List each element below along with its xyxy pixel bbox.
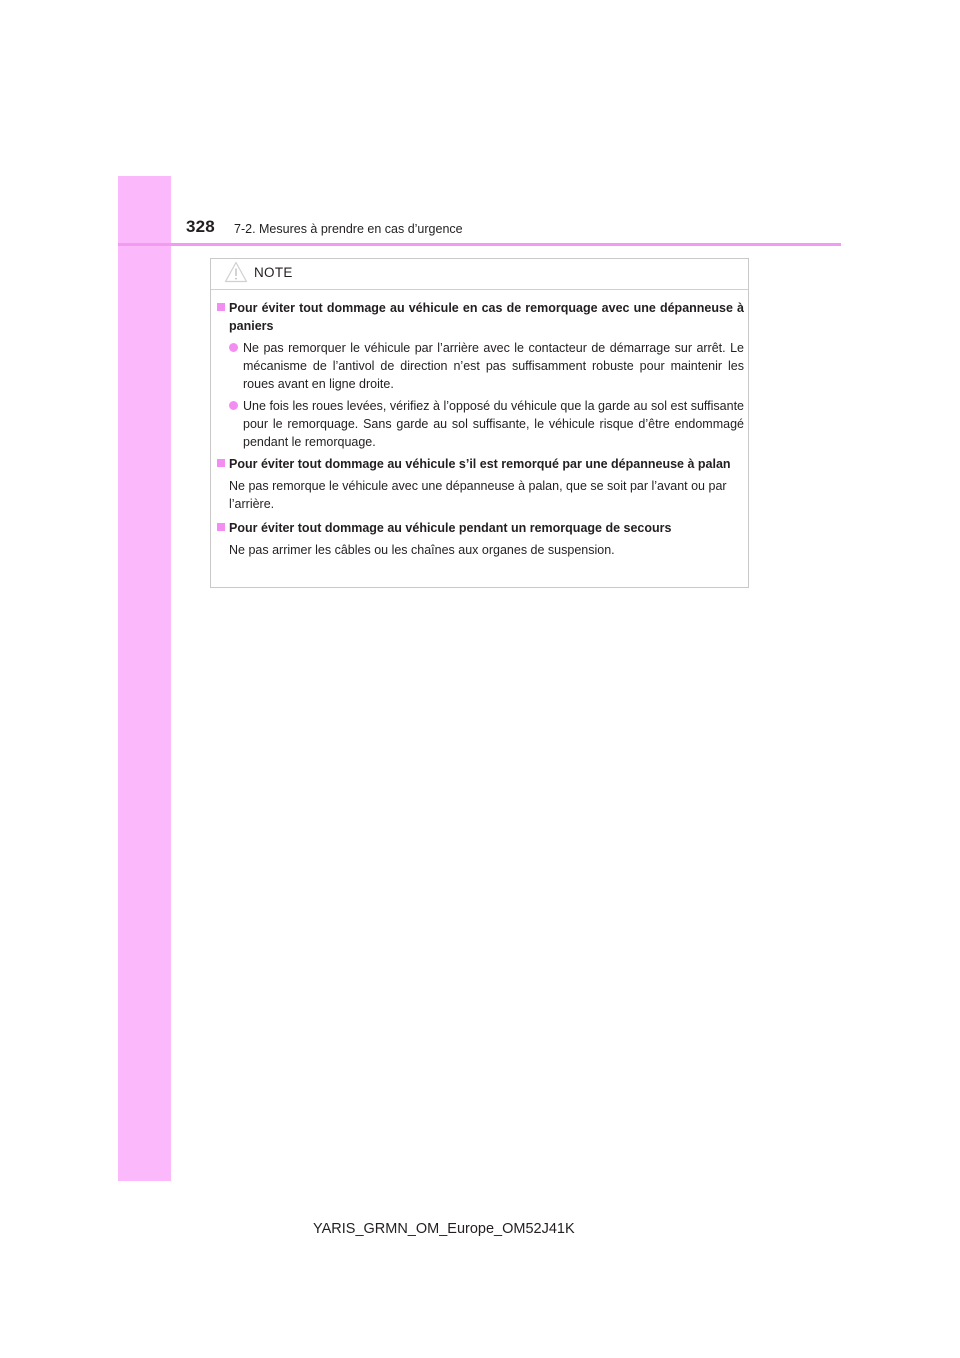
header-rule — [118, 243, 841, 246]
warning-triangle-icon — [224, 261, 248, 283]
circle-bullet-icon — [229, 401, 238, 410]
note-box — [210, 258, 749, 588]
section-title: 7-2. Mesures à prendre en cas d’urgence — [234, 222, 463, 236]
note-paragraph: Ne pas arrimer les câbles ou les chaînes aux organes de suspension. — [229, 543, 615, 557]
note-bullet: Une fois les roues levées, vérifiez à l’opposé du véhicule que la garde au sol est suffisante pour le remorquage. Sans garde au sol suffisante, le véhicule risque d’être endommagé pendant le remorquage. — [217, 397, 744, 451]
note-label: NOTE — [254, 265, 293, 280]
note-body — [217, 299, 744, 563]
square-bullet-icon — [217, 303, 225, 311]
note-heading: Pour éviter tout dommage au véhicule en cas de remorquage avec une dépanneuse à paniers — [217, 299, 744, 335]
page-number: 328 — [186, 217, 215, 236]
circle-bullet-icon — [229, 343, 238, 352]
note-header — [211, 259, 748, 290]
square-bullet-icon — [217, 523, 225, 531]
note-bullet: Ne pas remorquer le véhicule par l’arrière avec le contacteur de démarrage sur arrêt. Le mécanisme de l’antivol de direction n’est pas suffisamment robuste pour maintenir les roues avant en ligne droite. — [217, 339, 744, 393]
square-bullet-icon — [217, 459, 225, 467]
note-paragraph: Ne pas remorque le véhicule avec une dépanneuse à palan, que se soit par l’avant ou par l’arrière. — [229, 479, 727, 511]
note-heading: Pour éviter tout dommage au véhicule pendant un remorquage de secours — [217, 519, 744, 537]
note-heading: Pour éviter tout dommage au véhicule s’il est remorqué par une dépanneuse à palan — [217, 455, 744, 473]
side-band — [118, 176, 171, 1181]
footer-doc-code: YARIS_GRMN_OM_Europe_OM52J41K — [313, 1221, 575, 1237]
